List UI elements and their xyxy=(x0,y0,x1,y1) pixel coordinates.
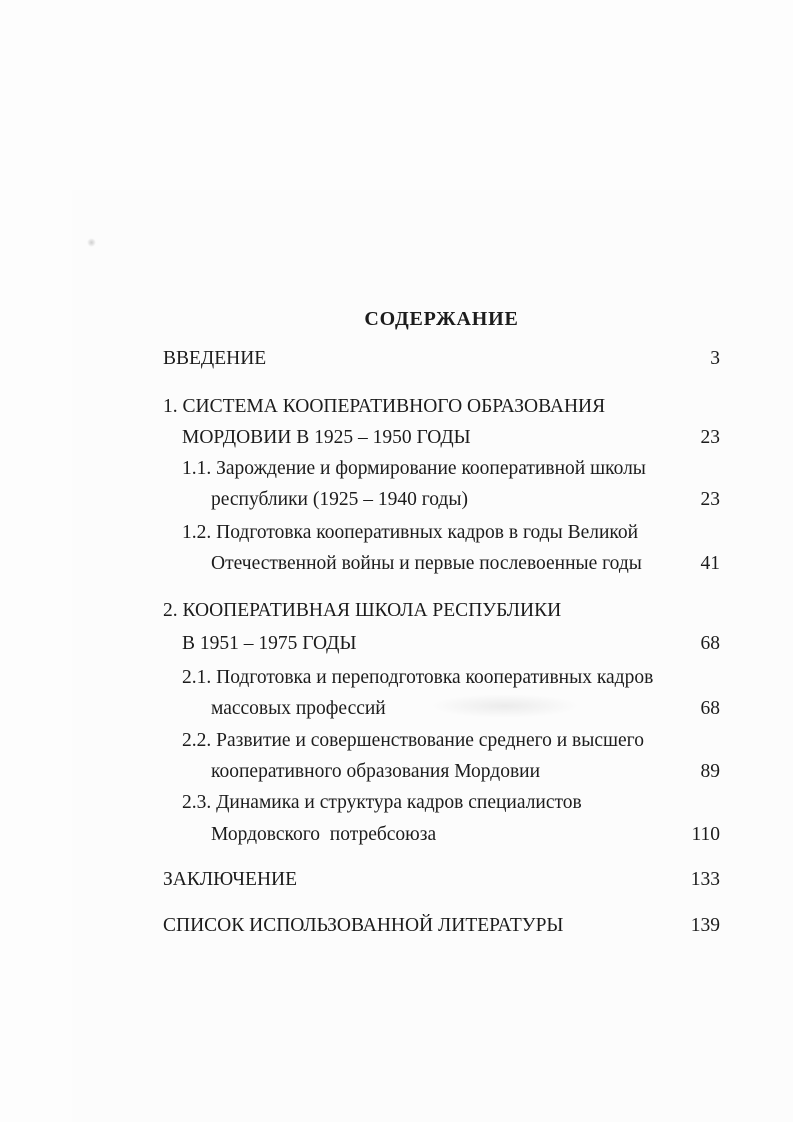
toc-entry-section2-3-line1: 2.3. Динамика и структура кадров специалистов xyxy=(182,792,582,813)
page-number-introduction: 3 xyxy=(710,348,720,369)
toc-row-section1-1-line1 xyxy=(163,456,720,482)
toc-entry-bibliography: СПИСОК ИСПОЛЬЗОВАННОЙ ЛИТЕРАТУРЫ xyxy=(163,915,564,936)
page-number-section1-1: 23 xyxy=(700,489,720,510)
toc-title: СОДЕРЖАНИЕ xyxy=(364,308,519,330)
toc-entry-section1-2-line2: Отечественной войны и первые послевоенные годы xyxy=(211,553,642,574)
toc-row-section1-2-line1 xyxy=(163,520,720,546)
toc-row-section2-3-line1 xyxy=(163,790,720,816)
toc-row-chapter1-line1 xyxy=(163,394,720,420)
scan-artifact-speck xyxy=(87,238,96,247)
toc-row-section2-1-line2 xyxy=(163,696,720,722)
toc-row-section2-2-line1 xyxy=(163,728,720,754)
toc-entry-section2-3-line2: Мордовского потребсоюза xyxy=(211,824,437,845)
toc-entry-section2-1-line1: 2.1. Подготовка и переподготовка кооперативных кадров xyxy=(182,667,654,688)
toc-entry-section1-1-line2: республики (1925 – 1940 годы) xyxy=(211,489,468,510)
toc-row-bibliography xyxy=(163,913,720,939)
page-number-chapter1: 23 xyxy=(700,427,720,448)
toc-entry-introduction: ВВЕДЕНИЕ xyxy=(163,348,267,369)
toc-row-section2-2-line2 xyxy=(163,759,720,785)
toc-entry-section1-2-line1: 1.2. Подготовка кооперативных кадров в годы Великой xyxy=(182,522,639,543)
toc-entry-chapter2-line1: 2. КООПЕРАТИВНАЯ ШКОЛА РЕСПУБЛИКИ xyxy=(163,600,562,621)
toc-entry-chapter1-line1: 1. СИСТЕМА КООПЕРАТИВНОГО ОБРАЗОВАНИЯ xyxy=(163,396,606,417)
toc-row-introduction xyxy=(163,346,720,372)
toc-entry-section1-1-line1: 1.1. Зарождение и формирование кооперативной школы xyxy=(182,458,646,479)
toc-entry-chapter2-line2: В 1951 – 1975 ГОДЫ xyxy=(182,633,357,654)
toc-entry-conclusion: ЗАКЛЮЧЕНИЕ xyxy=(163,869,298,890)
toc-row-chapter2-line2 xyxy=(163,631,720,657)
toc-row-section2-1-line1 xyxy=(163,665,720,691)
page-number-section2-3: 110 xyxy=(691,824,720,845)
toc-entry-section2-2-line1: 2.2. Развитие и совершенствование среднего и высшего xyxy=(182,730,644,751)
toc-row-conclusion xyxy=(163,867,720,893)
page-number-section1-2: 41 xyxy=(700,553,720,574)
toc-entry-chapter1-line2: МОРДОВИИ В 1925 – 1950 ГОДЫ xyxy=(182,427,471,448)
page-number-chapter2: 68 xyxy=(700,633,720,654)
page-number-conclusion: 133 xyxy=(690,869,720,890)
toc-row-section1-2-line2 xyxy=(163,551,720,577)
page-number-bibliography: 139 xyxy=(690,915,720,936)
toc-row-section2-3-line2 xyxy=(163,822,720,848)
page-number-section2-2: 89 xyxy=(700,761,720,782)
page-number-section2-1: 68 xyxy=(700,698,720,719)
toc-entry-section2-1-line2: массовых профессий xyxy=(211,698,386,719)
toc-row-chapter2-line1 xyxy=(163,598,720,624)
toc-entry-section2-2-line2: кооперативного образования Мордовии xyxy=(211,761,541,782)
toc-row-chapter1-line2 xyxy=(163,425,720,451)
toc-row-section1-1-line2 xyxy=(163,487,720,513)
